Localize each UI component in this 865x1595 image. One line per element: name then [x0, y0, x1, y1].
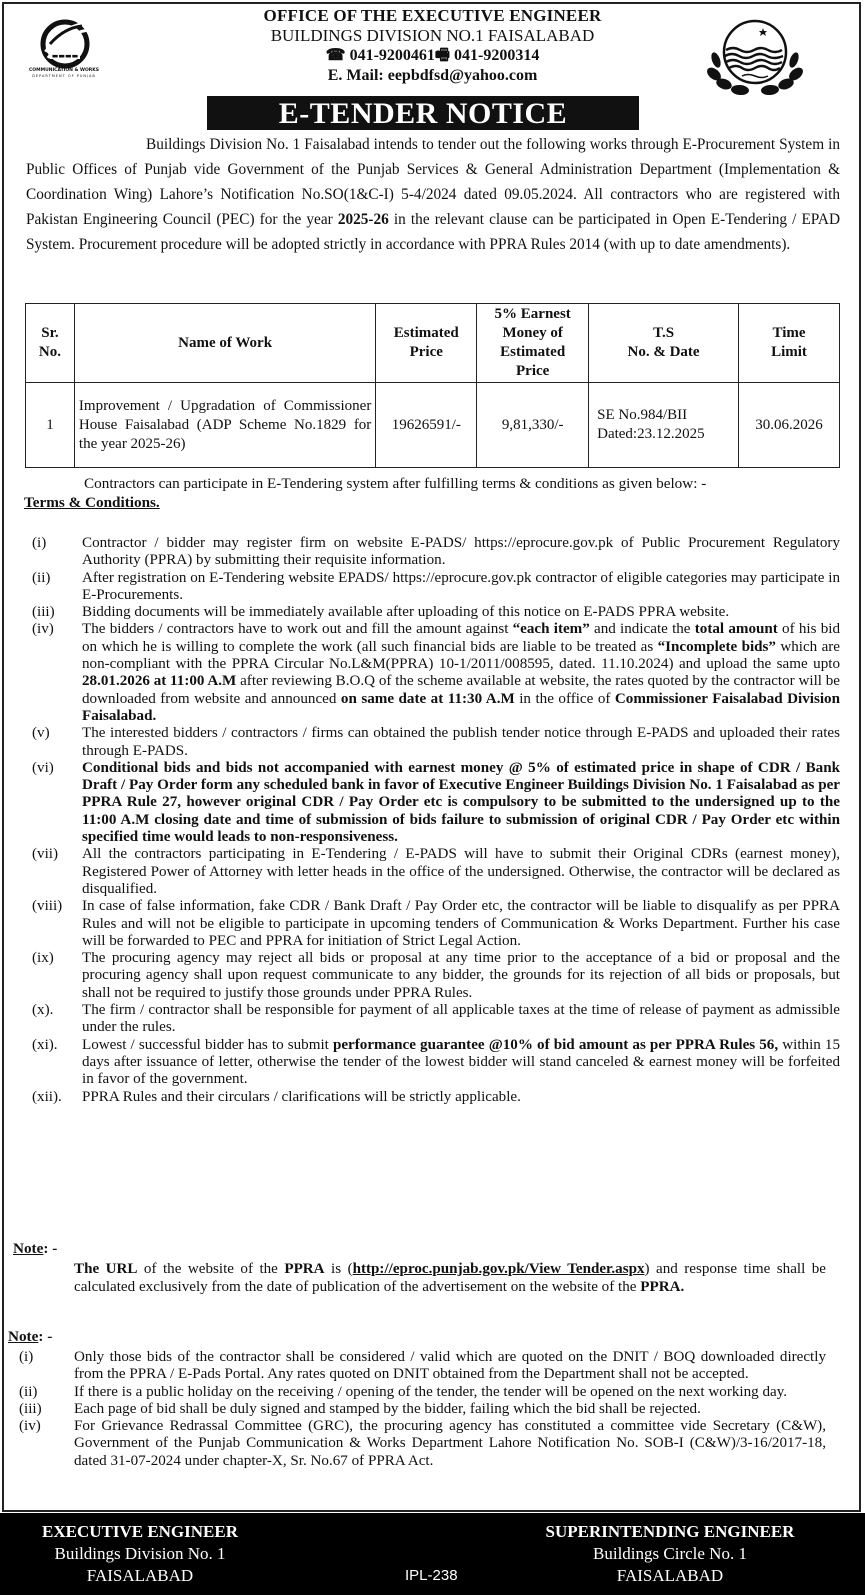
ipl-number: IPL-238: [405, 1567, 458, 1584]
term-text: All the contractors participating in E-Tendering / E-PADS will have to submit their Original CDRs (earnest money), Registered Power of Attorney with letter heads in the office of the undersigned. Otherwise, the contractor will be declared as disqualified.: [82, 846, 840, 897]
terms-list: [26, 535, 840, 1106]
term-text: After registration on E-Tendering website EPADS/ https://eprocure.gov.pk contractor of eligible categories may participate in E-Procurements.: [82, 569, 840, 603]
term-text: Contractor / bidder may register firm on website E-PADS/ https://eprocure.gov.pk of Public Procurement Regulatory Authority (PPRA) by submitting their requisite information.: [82, 535, 840, 569]
term-text: Lowest / successful bidder has to submit performance guarantee @10% of bid amount as per PPRA Rules 56, within 15 days after issuance of letter, otherwise the tender of the lowest bidder will stand canceled & earnest money will be forfeited in favor of the government.: [82, 1036, 841, 1088]
col-header-sr-no: Sr. No.: [26, 304, 75, 383]
term-text: Conditional bids and bids not accompanied with earnest money @ 5% of estimated price in shape of CDR / Bank Draft / Pay Order form any scheduled bank in favor of Executive Engineer Buildings Division No. 1 Faisalabad as per PPRA Rule 27, however original CDR / Pay Order etc is compulsory to be submitted to the undersigned up to the 11:00 A.M closing date and time of submission of bids failure to submission of original CDR / Pay Order etc within specified time would leads to non-responsiveness.: [82, 759, 840, 846]
table-row: [26, 383, 840, 468]
office-title: OFFICE OF THE EXECUTIVE ENGINEER: [263, 6, 602, 25]
note-item: [13, 1384, 826, 1401]
term-item: [26, 898, 840, 950]
cell-earnest-money: 9,81,330/-: [477, 383, 589, 468]
cell-sr-no: 1: [26, 383, 75, 468]
intro-text-1: Buildings Division No. 1 Faisalabad intends to tender out the following works through E-Procurement System in Public Offices of Punjab vide Government of the Punjab Services & General Administration Department (Implementation & Coordination Wing) Lahore’s Notification No.SO(1&C-I) 5-4/2024 dated 09.05.2024. All contractors who are registered with Pakistan Engineering Council (PEC) for the year: [26, 136, 840, 228]
note-number: (i): [19, 1349, 34, 1365]
signatory-city: FAISALABAD: [616, 1566, 724, 1585]
signatory-city: FAISALABAD: [86, 1566, 194, 1585]
note-label-2: Note: -: [8, 1328, 53, 1345]
executive-engineer-signature: [40, 1521, 240, 1587]
col-header-earnest-money: 5% Earnest Money of Estimated Price: [477, 304, 589, 383]
note-item: [13, 1401, 826, 1418]
superintending-engineer-signature: [520, 1521, 820, 1587]
term-item: [26, 1002, 840, 1037]
term-number: (v): [32, 725, 50, 742]
cell-ts-no-date: [589, 383, 739, 468]
signatory-role: SUPERINTENDING ENGINEER: [545, 1522, 795, 1541]
cw-logo-text: COMMUNICATION & WORKS: [29, 68, 99, 73]
term-number: (i): [32, 535, 47, 551]
email-address[interactable]: eepbdfsd@yahoo.com: [387, 67, 538, 84]
intro-text-2: in the relevant clause can be participated in Open E-Tendering / EPAD System. Procurement procedure will be adopted strictly in accordance with PPRA Rules 2014 (with up to date amendments).: [26, 211, 841, 253]
term-number: (x).: [32, 1002, 54, 1019]
fax-icon: 🖷: [434, 47, 451, 64]
note-label: Note: -: [13, 1240, 58, 1257]
term-text: PPRA Rules and their circulars / clarifications will be strictly applicable.: [82, 1088, 521, 1105]
term-item: [26, 846, 840, 898]
term-number: (vii): [32, 846, 58, 863]
cell-estimated-price: 19626591/-: [376, 383, 477, 468]
term-number: (xii).: [32, 1088, 62, 1105]
term-text: The interested bidders / contractors / firms can obtained the publish tender notice through E-PADS and uploaded their rates through E-PADS.: [82, 725, 840, 759]
col-header-estimated-price: Estimated Price: [376, 304, 477, 383]
signature-footer: [0, 1513, 865, 1595]
note-number: (ii): [19, 1383, 38, 1400]
note-item: [13, 1418, 826, 1470]
col-header-name-of-work: Name of Work: [74, 304, 375, 383]
ppra-url-link[interactable]: http://eproc.punjab.gov.pk/View Tender.aspx: [352, 1261, 645, 1277]
term-item: [26, 1037, 840, 1089]
letterhead: [0, 6, 865, 86]
note-ppra-url: The URL of the website of the PPRA is (http://eproc.punjab.gov.pk/View Tender.aspx) and response time shall be calculated exclusively from the date of publication of the advertisement on the website of the PPRA.: [74, 1261, 826, 1295]
term-text: In case of false information, fake CDR / Bank Draft / Pay Order etc, the contractor will be liable to disqualify as per PPRA Rules and will not be eligible to participate in upcoming tenders of Communication & Works Department. Further his case will be forwarded to PEC and PPRA for initiation of Strict Legal Action.: [82, 898, 840, 949]
ts-date: Dated:23.12.2025: [597, 426, 705, 442]
note-number: (iv): [19, 1418, 41, 1435]
email-label: E. Mail:: [327, 67, 384, 84]
term-number: (iii): [32, 604, 55, 621]
cw-logo-subtext: DEPARTMENT OF PUNJAB: [32, 74, 96, 78]
notice-banner-title: E-TENDER NOTICE: [207, 96, 639, 130]
terms-heading: Terms & Conditions.: [24, 494, 160, 511]
signatory-unit: Buildings Division No. 1: [54, 1544, 226, 1563]
term-number: (iv): [32, 621, 54, 638]
note-text: For Grievance Redrassal Committee (GRC), the procuring agency has constituted a committee vide Secretary (C&W), Government of the Punjab Communication & Works Department Lahore Notification No. SOB-I (C&W)/3-16/2017-18, dated 31-07-2024 under chapter-X, Sr. No.67 of PPRA Act.: [74, 1418, 826, 1469]
term-number: (ii): [32, 569, 51, 586]
note-text: Only those bids of the contractor shall be considered / valid which are quoted on the DNIT / BOQ downloaded directly from the PPRA / E-Pads Portal. Any rates quoted on DNIT obtained from the Department shall not be accepted.: [74, 1349, 826, 1383]
term-item: [26, 535, 840, 570]
term-item: [26, 725, 840, 760]
participation-statement: Contractors can participate in E-Tendering system after fulfilling terms & conditions as given below: -: [84, 475, 707, 492]
term-text: Bidding documents will be immediately available after uploading of this notice on E-PADS PPRA website.: [82, 604, 730, 621]
note-item: [13, 1349, 826, 1384]
ts-number: SE No.984/BII: [597, 407, 688, 423]
signatory-role: EXECUTIVE ENGINEER: [41, 1522, 238, 1541]
col-header-ts-no-date: T.S No. & Date: [589, 304, 739, 383]
term-number: (viii): [32, 898, 63, 915]
signatory-unit: Buildings Circle No. 1: [593, 1544, 747, 1563]
contact-phones: [0, 46, 865, 66]
note-url-bold: The URL: [74, 1261, 138, 1277]
term-number: (xi).: [32, 1036, 58, 1053]
note-number: (iii): [19, 1400, 42, 1417]
telephone-icon: ☎: [325, 47, 346, 64]
note-text: Each page of bid shall be duly signed and stamped by the bidder, failing which the bid shall be rejected.: [74, 1400, 701, 1417]
contact-email: [0, 66, 865, 86]
notes-list: [13, 1349, 826, 1470]
term-item: [26, 604, 840, 621]
term-item: [26, 570, 840, 605]
intro-paragraph: [26, 132, 840, 257]
term-number: (ix): [32, 950, 54, 967]
col-header-time-limit: Time Limit: [739, 304, 840, 383]
cell-time-limit: 30.06.2026: [739, 383, 840, 468]
term-item: [26, 760, 840, 846]
term-number: (vi): [32, 759, 54, 776]
svg-text:▬▬▬▬: ▬▬▬▬: [51, 52, 79, 60]
term-item: [26, 1089, 840, 1106]
intro-year: 2025-26: [337, 211, 389, 228]
term-text: The procuring agency may reject all bids or proposal at any time prior to the acceptance of a bid or proposal and the procuring agency shall upon request communicate to any bidder, the grounds for its rejection of all bids or proposals, but shall not be required to justify those grounds under PPRA Rules.: [82, 950, 840, 1001]
table-header-row: [26, 304, 840, 383]
fax-number: 041-9200314: [454, 47, 540, 64]
term-text: The firm / contractor shall be responsible for payment of all applicable taxes at the time of release of payment as admissible under the rules.: [82, 1002, 840, 1036]
phone-number: 041-9200461: [349, 47, 435, 64]
note-text: If there is a public holiday on the receiving / opening of the tender, the tender will be opened on the next working day.: [74, 1383, 788, 1400]
term-text: The bidders / contractors have to work out and fill the amount against “each item” and indicate the total amount of his bid on which he is willing to complete the work (all such financial bids are liable to be treated as “Incomplete bids” which are non-compliant with the PPRA Circular No.L&M(PPRA) 10-1/2011/008595, dated. 11.10.2024) and upload the same upto 28.01.2026 at 11:00 A.M after reviewing B.O.Q of the scheme available at website, the rates quoted by the contractor will be downloaded from website and announced on same date at 11:30 A.M in the office of Commissioner Faisalabad Division Faisalabad.: [82, 621, 840, 724]
works-table: [25, 303, 840, 468]
term-item: [26, 950, 840, 1002]
term-item: [26, 621, 840, 725]
cell-name-of-work: Improvement / Upgradation of Commissioner House Faisalabad (ADP Scheme No.1829 for the year 2025-26): [74, 383, 375, 468]
division-title: BUILDINGS DIVISION NO.1 FAISALABAD: [270, 26, 595, 45]
